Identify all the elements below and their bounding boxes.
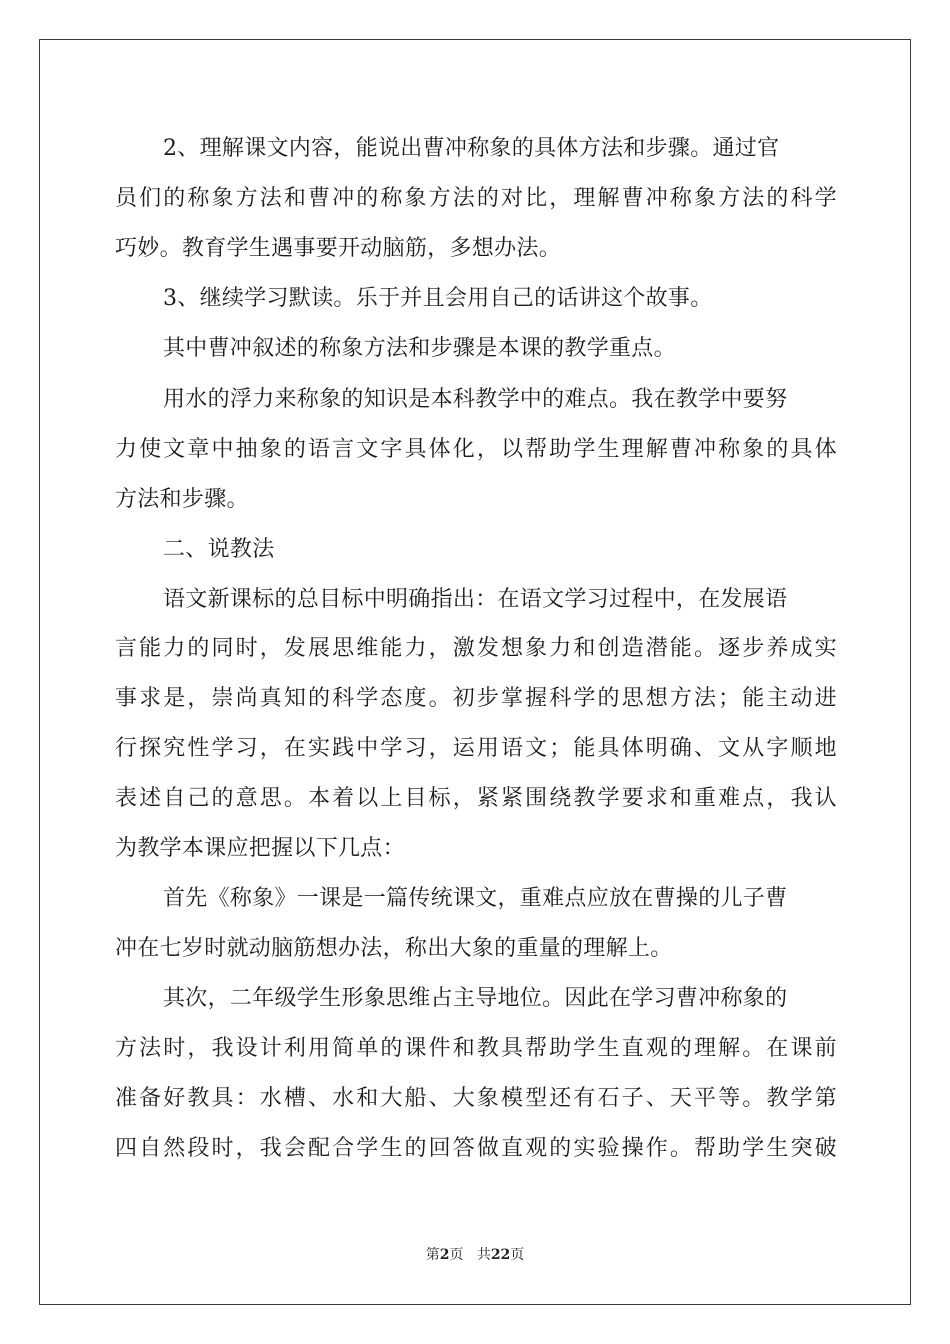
section-heading: 二、说教法: [163, 537, 275, 562]
total-label: 共: [476, 1247, 491, 1263]
text-line: 语文新课标的总目标中明确指出：在语文学习过程中，在发展语: [163, 587, 788, 612]
text-line: 其次，二年级学生形象思维占主导地位。因此在学习曹冲称象的: [163, 986, 788, 1011]
page-border: [39, 39, 911, 1305]
page-footer: [0, 1244, 950, 1264]
text-line: 冲在七岁时就动脑筋想办法，称出大象的重量的理解上。: [115, 936, 673, 961]
text-line: 2、理解课文内容，能说出曹冲称象的具体方法和步骤。通过官: [163, 136, 780, 161]
text-line: 行探究性学习，在实践中学习，运用语文；能具体明确、文从字顺地: [115, 736, 837, 761]
page-label: 第: [425, 1247, 440, 1263]
text-line: 员们的称象方法和曹冲的称象方法的对比，理解曹冲称象方法的科学: [115, 186, 837, 211]
total-pages: 22: [490, 1247, 511, 1263]
text-line: 事求是，崇尚真知的科学态度。初步掌握科学的思想方法；能主动进: [115, 686, 837, 711]
text-line: 准备好教具：水槽、水和大船、大象模型还有石子、天平等。教学第: [115, 1086, 837, 1111]
text-line: 四自然段时，我会配合学生的回答做直观的实验操作。帮助学生突破: [115, 1136, 837, 1161]
text-line: 3、继续学习默读。乐于并且会用自己的话讲这个故事。: [163, 286, 713, 311]
text-line: 巧妙。教育学生遇事要开动脑筋，多想办法。: [115, 236, 562, 261]
text-line: 方法和步骤。: [115, 487, 249, 512]
text-line: 方法时，我设计利用简单的课件和教具帮助学生直观的理解。在课前: [115, 1036, 837, 1061]
text-line: 用水的浮力来称象的知识是本科教学中的难点。我在教学中要努: [163, 387, 788, 412]
text-line: 力使文章中抽象的语言文字具体化，以帮助学生理解曹冲称象的具体: [115, 437, 837, 462]
text-line: 首先《称象》一课是一篇传统课文，重难点应放在曹操的儿子曹: [163, 886, 788, 911]
page-suffix: 页: [449, 1247, 464, 1263]
total-suffix: 页: [510, 1247, 525, 1263]
text-line: 为教学本课应把握以下几点：: [115, 836, 405, 861]
text-line: 其中曹冲叙述的称象方法和步骤是本课的教学重点。: [163, 336, 676, 361]
text-line: 表述自己的意思。本着以上目标，紧紧围绕教学要求和重难点，我认: [115, 786, 837, 811]
page-number: 2: [439, 1247, 450, 1263]
text-line: 言能力的同时，发展思维能力，激发想象力和创造潜能。逐步养成实: [115, 636, 837, 661]
